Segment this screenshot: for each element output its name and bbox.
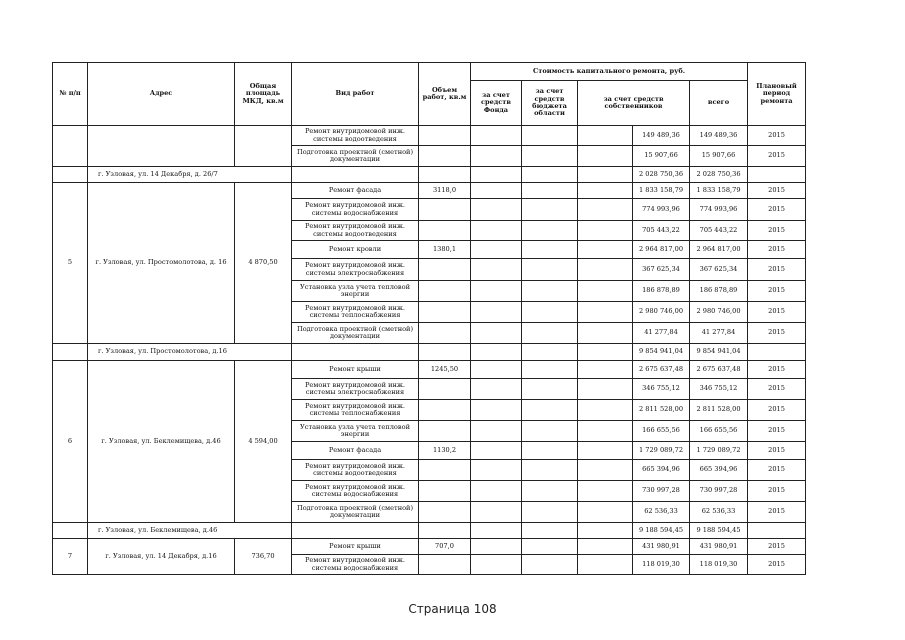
table-row: 6 г. Узловая, ул. Беклемищева, д.46 4 594,00 Ремонт крыши 1245,50 2 675 637,48 2 675 637,48 2015 bbox=[53, 361, 806, 379]
table-row: 7 г. Узловая, ул. 14 Декабря, д.16 736,70 Ремонт крыши 707,0 431 980,91 431 980,91 2015 bbox=[53, 539, 806, 555]
work-cell: Подготовка проектной (сметной) документации bbox=[292, 502, 419, 523]
row-number: 7 bbox=[53, 539, 88, 575]
work-cell: Ремонт фасада bbox=[292, 442, 419, 460]
subtotal-row: г. Узловая, ул. Беклемищева, д.46 9 188 594,45 9 188 594,45 bbox=[53, 523, 806, 539]
subtotal-label: г. Узловая, ул. Простомолотова, д.16 bbox=[88, 344, 292, 361]
table-row: Ремонт внутридомовой инж. системы теплоснабжения 2 811 528,00 2 811 528,00 2015 bbox=[53, 400, 806, 421]
work-cell: Ремонт внутридомовой инж. системы электроснабжения bbox=[292, 379, 419, 400]
table-row: Установка узла учета тепловой энергии 166 655,56 166 655,56 2015 bbox=[53, 421, 806, 442]
subtotal-label: г. Узловая, ул. Беклемищева, д.46 bbox=[88, 523, 292, 539]
table-row: Ремонт внутридомовой инж. системы водоотведения 149 489,36 149 489,36 2015 bbox=[53, 126, 806, 146]
page-number: Страница 108 bbox=[408, 602, 497, 616]
work-cell: Ремонт внутридомовой инж. системы водоотведения bbox=[292, 221, 419, 241]
table-row: Установка узла учета тепловой энергии 186 878,89 186 878,89 2015 bbox=[53, 281, 806, 302]
table-row: Ремонт внутридомовой инж. системы электроснабжения 346 755,12 346 755,12 2015 bbox=[53, 379, 806, 400]
col-header-work: Вид работ bbox=[292, 63, 419, 126]
address-cell: г. Узловая, ул. 14 Декабря, д.16 bbox=[88, 539, 235, 575]
work-cell: Ремонт внутридомовой инж. системы теплоснабжения bbox=[292, 302, 419, 323]
table-row: Ремонт фасада 1130,2 1 729 089,72 1 729 089,72 2015 bbox=[53, 442, 806, 460]
address-cell: г. Узловая, ул. Простомолотова, д. 16 bbox=[88, 183, 235, 344]
work-cell: Ремонт внутридомовой инж. системы водоснабжения bbox=[292, 555, 419, 575]
work-cell: Подготовка проектной (сметной) документации bbox=[292, 323, 419, 344]
row-number: 5 bbox=[53, 183, 88, 344]
work-cell: Ремонт внутридомовой инж. системы водоснабжения bbox=[292, 481, 419, 502]
area-cell: 736,70 bbox=[235, 539, 292, 575]
work-cell: Ремонт внутридомовой инж. системы водоотведения bbox=[292, 126, 419, 146]
area-cell: 4 870,50 bbox=[235, 183, 292, 344]
capital-repair-table bbox=[52, 62, 806, 575]
address-cell: г. Узловая, ул. Беклемищева, д.46 bbox=[88, 361, 235, 523]
work-cell: Установка узла учета тепловой энергии bbox=[292, 421, 419, 442]
table-row: Ремонт внутридомовой инж. системы теплоснабжения 2 980 746,00 2 980 746,00 2015 bbox=[53, 302, 806, 323]
col-header-cost-group: Стоимость капитального ремонта, руб. bbox=[471, 63, 748, 81]
work-cell: Установка узла учета тепловой энергии bbox=[292, 281, 419, 302]
col-header-volume: Объем работ, кв.м bbox=[419, 63, 471, 126]
table-row: Подготовка проектной (сметной) документации 15 907,66 15 907,66 2015 bbox=[53, 146, 806, 167]
col-header-fund: за счет средств Фонда bbox=[471, 81, 522, 126]
subtotal-label: г. Узловая, ул. 14 Декабря, д. 26/7 bbox=[88, 167, 292, 183]
work-cell: Ремонт внутридомовой инж. системы электроснабжения bbox=[292, 259, 419, 281]
work-cell: Ремонт крыши bbox=[292, 539, 419, 555]
table-row: 5 г. Узловая, ул. Простомолотова, д. 16 4 870,50 Ремонт фасада 3118,0 1 833 158,79 1 833 158,79 2015 bbox=[53, 183, 806, 199]
col-header-num: № п/п bbox=[53, 63, 88, 126]
col-header-period: Плановый период ремонта bbox=[748, 63, 806, 126]
work-cell: Ремонт внутридомовой инж. системы водоснабжения bbox=[292, 199, 419, 221]
col-header-owners: за счет средств собственников bbox=[578, 81, 690, 126]
col-header-address: Адрес bbox=[88, 63, 235, 126]
table-row: Ремонт внутридомовой инж. системы электроснабжения 367 625,34 367 625,34 2015 bbox=[53, 259, 806, 281]
subtotal-row: г. Узловая, ул. Простомолотова, д.16 9 854 941,04 9 854 941,04 bbox=[53, 344, 806, 361]
work-cell: Ремонт внутридомовой инж. системы теплоснабжения bbox=[292, 400, 419, 421]
col-header-area: Общая площадь МКД, кв.м bbox=[235, 63, 292, 126]
table-row: Ремонт внутридомовой инж. системы водоотведения 705 443,22 705 443,22 2015 bbox=[53, 221, 806, 241]
table-row: Подготовка проектной (сметной) документации 62 536,33 62 536,33 2015 bbox=[53, 502, 806, 523]
table-row: Подготовка проектной (сметной) документации 41 277,84 41 277,84 2015 bbox=[53, 323, 806, 344]
work-cell: Ремонт крыши bbox=[292, 361, 419, 379]
work-cell: Ремонт внутридомовой инж. системы водоотведения bbox=[292, 460, 419, 481]
table-row: Ремонт кровли 1380,1 2 964 817,00 2 964 817,00 2015 bbox=[53, 241, 806, 259]
subtotal-row: г. Узловая, ул. 14 Декабря, д. 26/7 2 028 750,36 2 028 750,36 bbox=[53, 167, 806, 183]
table-row: Ремонт внутридомовой инж. системы водоснабжения 118 019,30 118 019,30 2015 bbox=[53, 555, 806, 575]
work-cell: Ремонт кровли bbox=[292, 241, 419, 259]
table-row: Ремонт внутридомовой инж. системы водоснабжения 774 993,96 774 993,96 2015 bbox=[53, 199, 806, 221]
work-cell: Ремонт фасада bbox=[292, 183, 419, 199]
table-row: Ремонт внутридомовой инж. системы водоснабжения 730 997,28 730 997,28 2015 bbox=[53, 481, 806, 502]
area-cell: 4 594,00 bbox=[235, 361, 292, 523]
col-header-budget: за счет средств бюджета области bbox=[522, 81, 578, 126]
col-header-total: всего bbox=[690, 81, 748, 126]
row-number: 6 bbox=[53, 361, 88, 523]
work-cell: Подготовка проектной (сметной) документации bbox=[292, 146, 419, 167]
table-row: Ремонт внутридомовой инж. системы водоотведения 665 394,96 665 394,96 2015 bbox=[53, 460, 806, 481]
